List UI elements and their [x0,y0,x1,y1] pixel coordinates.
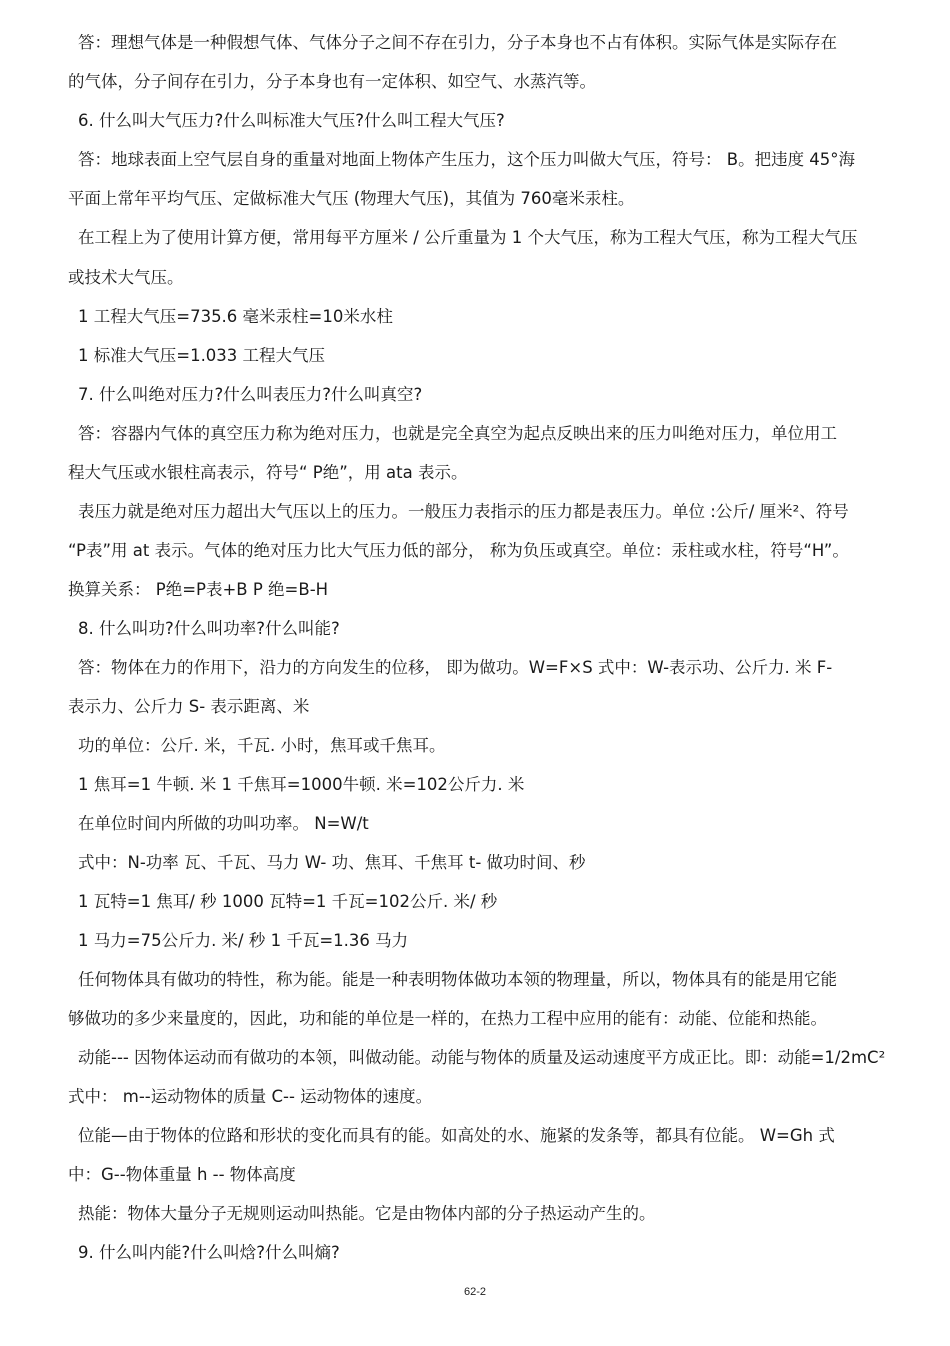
text-line: 答：物体在力的作用下，沿力的方向发生的位移， 即为做功。W=F×S 式中：W-表示功、公斤力. 米 F- [78,658,833,677]
text-line: 式中： m--运动物体的质量 C-- 运动物体的速度。 [68,1087,433,1106]
formula-line: 1 马力=75公斤力. 米/ 秒 1 千瓦=1.36 马力 [78,931,409,950]
formula-line: 换算关系： P绝=P表+B P 绝=B-H [68,580,329,599]
text-line: 动能--- 因物体运动而有做功的本领，叫做动能。动能与物体的质量及运动速度平方成正比。即：动能=1/2mC² [78,1048,886,1067]
formula-line: 1 瓦特=1 焦耳/ 秒 1000 瓦特=1 千瓦=102公斤. 米/ 秒 [78,892,498,911]
question-heading: 9. 什么叫内能?什么叫焓?什么叫熵? [78,1243,340,1262]
text-line: 程大气压或水银柱高表示，符号“ P绝”，用 ata 表示。 [68,463,468,482]
text-line: 表压力就是绝对压力超出大气压以上的压力。一般压力表指示的压力都是表压力。单位 :公斤/ 厘米²、符号 [78,502,849,521]
text-line: 答：容器内气体的真空压力称为绝对压力，也就是完全真空为起点反映出来的压力叫绝对压力，单位用工 [78,424,837,443]
text-line: 答：理想气体是一种假想气体、气体分子之间不存在引力，分子本身也不占有体积。实际气体是实际存在 [78,33,837,52]
text-line: “P表”用 at 表示。气体的绝对压力比大气压力低的部分， 称为负压或真空。单位：汞柱或水柱，符号“H”。 [68,541,849,560]
text-line: 表示力、公斤力 S- 表示距离、米 [68,697,310,716]
text-line: 答：地球表面上空气层自身的重量对地面上物体产生压力，这个压力叫做大气压，符号： B。把违度 45°海 [78,150,856,169]
formula-line: 1 焦耳=1 牛顿. 米 1 千焦耳=1000牛顿. 米=102公斤力. 米 [78,775,525,794]
formula-line: 1 标准大气压=1.033 工程大气压 [78,346,326,365]
text-line: 热能：物体大量分子无规则运动叫热能。它是由物体内部的分子热运动产生的。 [78,1204,656,1223]
text-line: 够做功的多少来量度的，因此，功和能的单位是一样的，在热力工程中应用的能有：动能、位能和热能。 [68,1009,827,1028]
question-heading: 7. 什么叫绝对压力?什么叫表压力?什么叫真空? [78,385,423,404]
question-heading: 6. 什么叫大气压力?什么叫标准大气压?什么叫工程大气压? [78,111,505,130]
text-line: 的气体，分子间存在引力，分子本身也有一定体积、如空气、水蒸汽等。 [68,72,596,91]
question-heading: 8. 什么叫功?什么叫功率?什么叫能? [78,619,340,638]
text-line: 平面上常年平均气压、定做标准大气压 (物理大气压)，其值为 760毫米汞柱。 [68,189,635,208]
text-line: 中：G--物体重量 h -- 物体高度 [68,1165,296,1184]
text-line: 任何物体具有做功的特性，称为能。能是一种表明物体做功本领的物理量，所以，物体具有的能是用它能 [78,970,837,989]
text-line: 或技术大气压。 [68,268,184,287]
formula-line: 1 工程大气压=735.6 毫米汞柱=10米水柱 [78,307,393,326]
text-line: 在工程上为了使用计算方便，常用每平方厘米 / 公斤重量为 1 个大气压，称为工程大气压，称为工程大气压 [78,228,858,247]
text-line: 在单位时间内所做的功叫功率。 N=W/t [78,814,369,833]
text-line: 式中：N-功率 瓦、千瓦、马力 W- 功、焦耳、千焦耳 t- 做功时间、秒 [78,853,586,872]
text-line: 功的单位：公斤. 米，千瓦. 小时，焦耳或千焦耳。 [78,736,446,755]
text-line: 位能—由于物体的位路和形状的变化而具有的能。如高处的水、施紧的发条等，都具有位能。 W=Gh 式 [78,1126,835,1145]
page-number: 62-2 [463,1286,487,1298]
